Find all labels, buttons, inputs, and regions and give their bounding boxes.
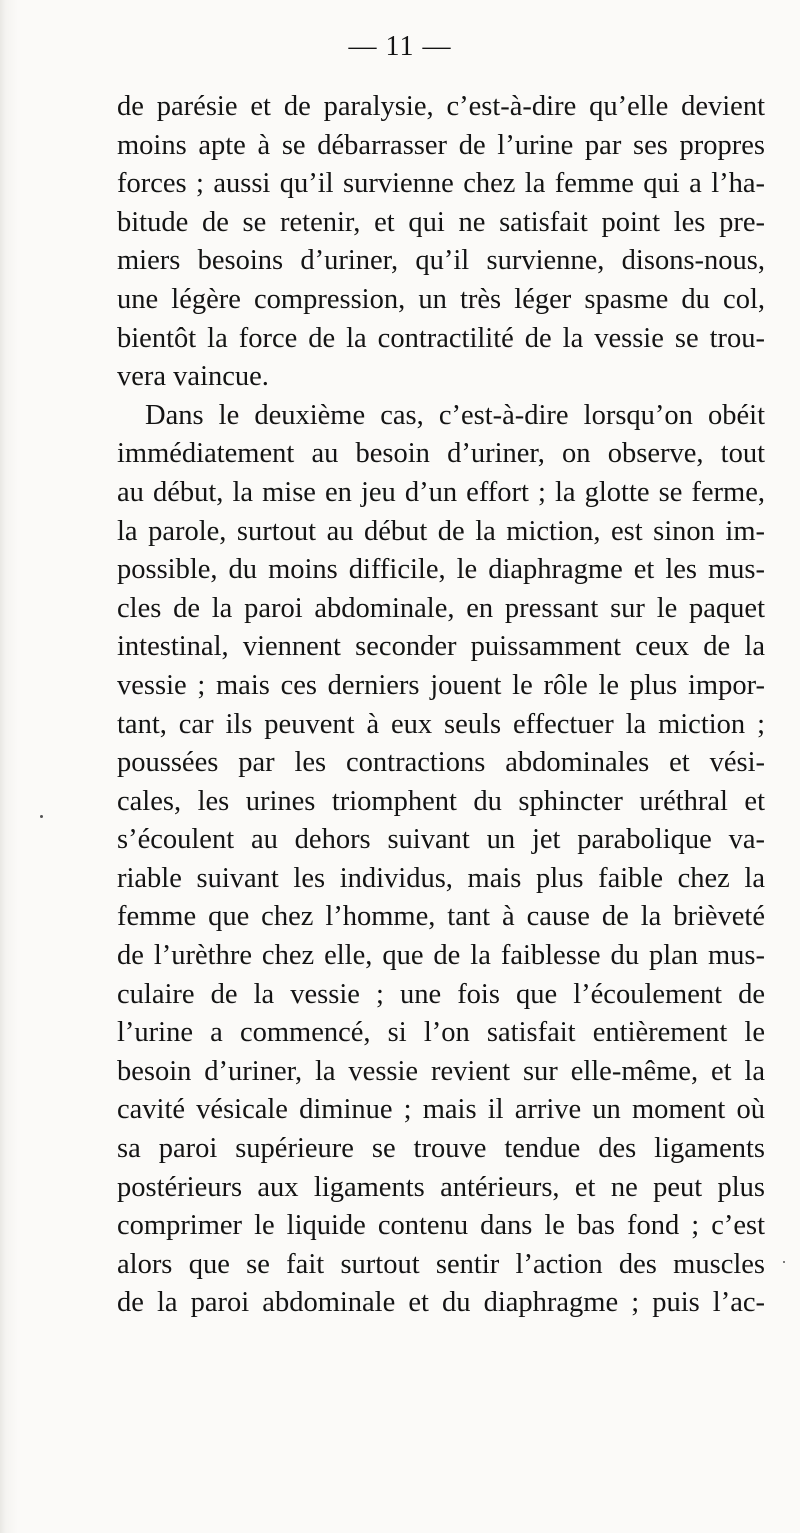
text-line: riable suivant les individus, mais plus faible chez la (117, 862, 765, 894)
text-line: cales, les urines triomphent du sphincter uréthral et (117, 785, 765, 817)
text-line: sa paroi supérieure se trouve tendue des ligaments (117, 1133, 765, 1165)
text-line: la parole, surtout au début de la miction, est sinon im- (117, 515, 765, 547)
page-number-header: — 11 — (348, 31, 452, 62)
paragraph-end-line: vera vaincue. (117, 361, 269, 393)
text-line: immédiatement au besoin d’uriner, on observe, tout (117, 438, 765, 470)
text-line: bientôt la force de la contractilité de la vessie se trou- (117, 322, 765, 354)
text-line: tant, car ils peuvent à eux seuls effectuer la miction ; (117, 708, 765, 740)
text-line: poussées par les contractions abdominales et vési- (117, 747, 765, 779)
text-line: moins apte à se débarrasser de l’urine par ses propres (117, 129, 765, 161)
text-line: besoin d’uriner, la vessie revient sur elle-même, et la (117, 1055, 765, 1087)
text-line: alors que se fait surtout sentir l’action des muscles (117, 1248, 765, 1280)
text-line: une légère compression, un très léger spasme du col, (117, 283, 765, 315)
text-line: l’urine a commencé, si l’on satisfait entièrement le (117, 1017, 765, 1049)
text-line: postérieurs aux ligaments antérieurs, et ne peut plus (117, 1171, 765, 1203)
print-speck (783, 1261, 785, 1263)
text-line: au début, la mise en jeu d’un effort ; la glotte se ferme, (117, 476, 765, 508)
text-line: de l’urèthre chez elle, que de la faiblesse du plan mus- (117, 940, 765, 972)
print-speck (40, 815, 43, 818)
text-line: vessie ; mais ces derniers jouent le rôle le plus impor- (117, 669, 765, 701)
text-line: culaire de la vessie ; une fois que l’écoulement de (117, 978, 765, 1010)
text-line: cavité vésicale diminue ; mais il arrive un moment où (117, 1094, 765, 1126)
body-text (117, 88, 765, 1323)
text-line: de la paroi abdominale et du diaphragme ; puis l’ac- (117, 1287, 765, 1319)
text-line: forces ; aussi qu’il survienne chez la femme qui a l’ha- (117, 168, 765, 200)
text-line: bitude de se retenir, et qui ne satisfait point les pre- (117, 206, 765, 238)
text-line: miers besoins d’uriner, qu’il survienne, disons-nous, (117, 245, 765, 277)
text-line: s’écoulent au dehors suivant un jet parabolique va- (117, 824, 765, 856)
text-line: cles de la paroi abdominale, en pressant sur le paquet (117, 592, 765, 624)
text-line: intestinal, viennent seconder puissamment ceux de la (117, 631, 765, 663)
text-line: possible, du moins difficile, le diaphragme et les mus- (117, 554, 765, 586)
text-line: comprimer le liquide contenu dans le bas fond ; c’est (117, 1210, 765, 1242)
text-line: femme que chez l’homme, tant à cause de la brièveté (117, 901, 765, 933)
text-line: de parésie et de paralysie, c’est-à-dire qu’elle devient (117, 91, 765, 122)
paragraph-start-line: Dans le deuxième cas, c’est-à-dire lorsqu’on obéit (145, 399, 765, 431)
